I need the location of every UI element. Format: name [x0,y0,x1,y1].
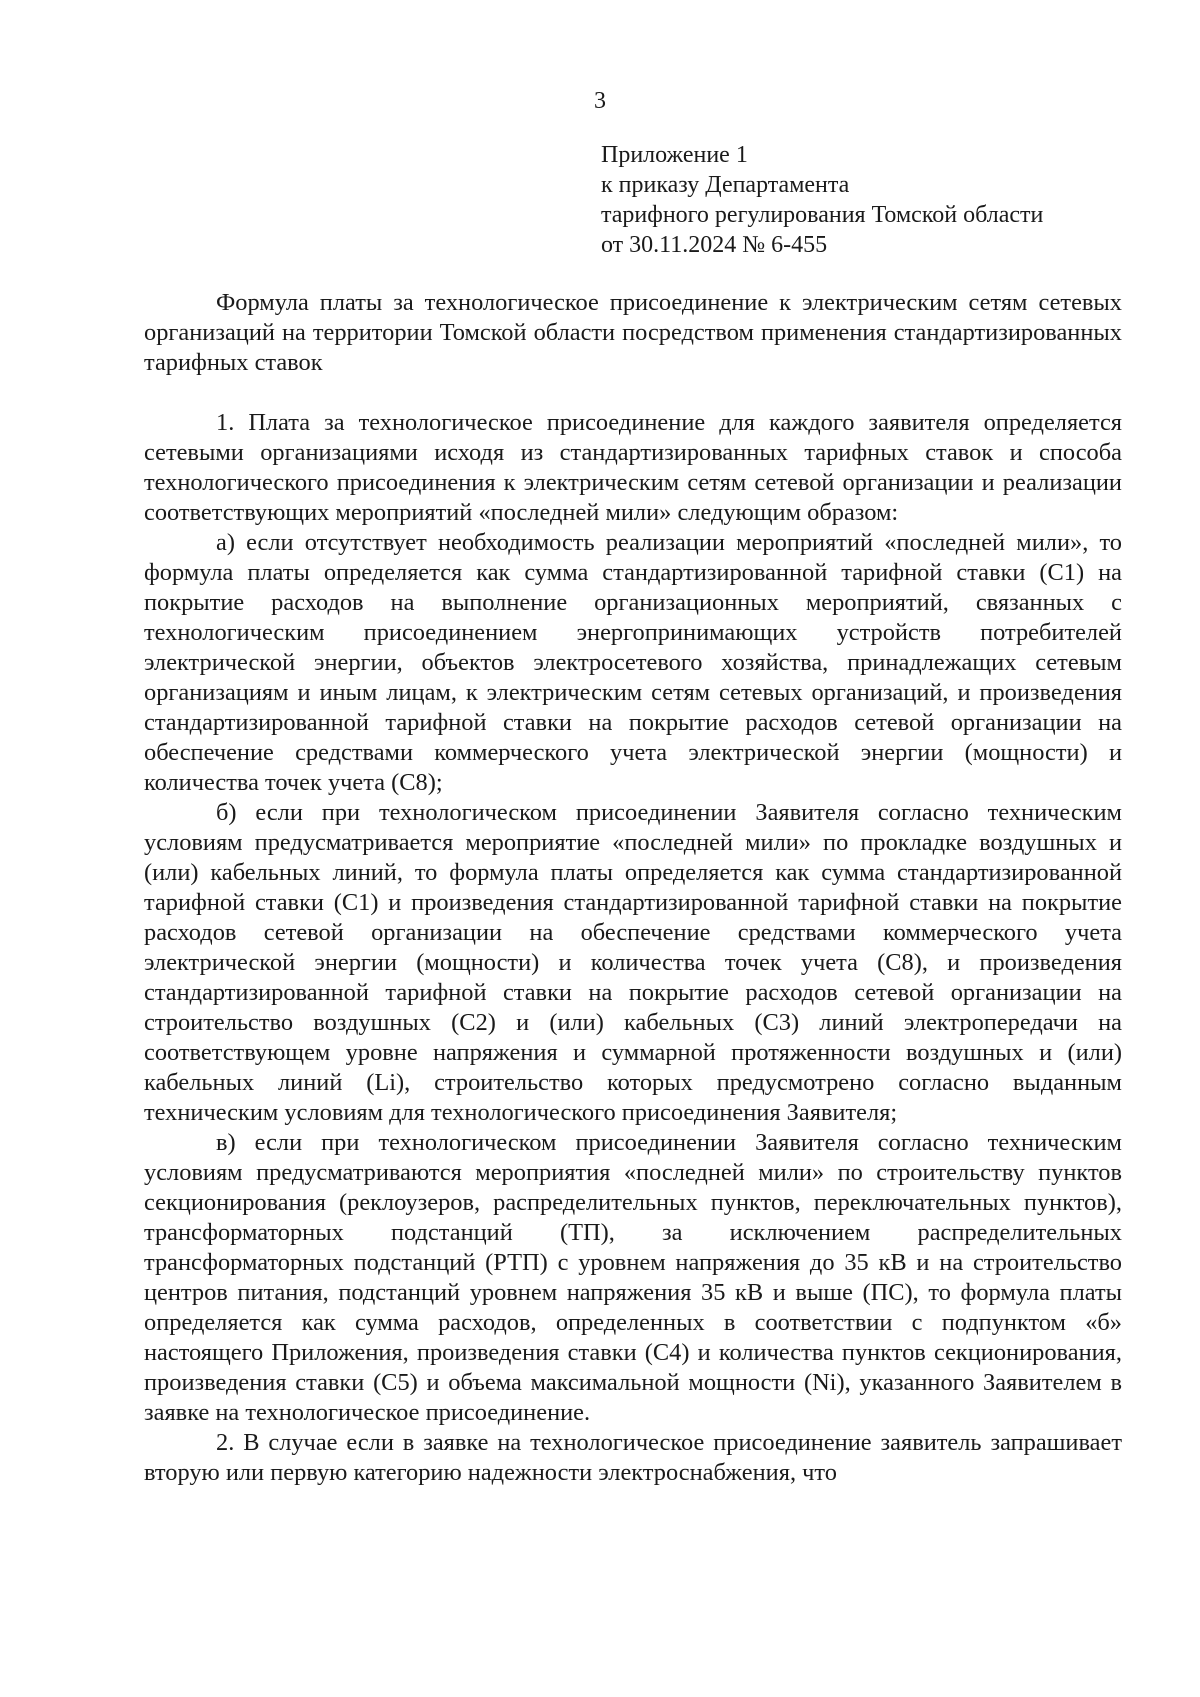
paragraph-1: 1. Плата за технологическое присоединение для каждого заявителя определяется сетевыми организациями исходя из стандартизированных тарифных ставок и способа технологического присоединения к электрическим сетям сетевой организации и реализации соответствующих мероприятий «последней мили» следующим образом: [144,409,1122,526]
paragraph-2: 2. В случае если в заявке на технологическое присоединение заявитель запрашивает вторую или первую категорию надежности электроснабжения, что [144,1429,1122,1486]
paragraph-1b: б) если при технологическом присоединении Заявителя согласно техническим условиям предусматривается мероприятие «последней мили» по прокладке воздушных и (или) кабельных линий, то формула платы определяется как сумма стандартизированной тарифной ставки (С1) и произведения стандартизированной тарифной ставки на покрытие расходов сетевой организации на обеспечение средствами коммерческого учета электрической энергии (мощности) и количества точек учета (С8), и произведения стандартизированной тарифной ставки на покрытие расходов сетевой организации на строительство воздушных (С2) и (или) кабельных (С3) линий электропередачи на соответствующем уровне напряжения и суммарной протяженности воздушных и (или) кабельных линий (Li), строительство которых предусмотрено согласно выданным техническим условиям для технологического присоединения Заявителя; [144,799,1122,1126]
document-body [144,288,1122,1488]
appendix-line: тарифного регулирования Томской области [601,202,1044,228]
paragraph-1a: а) если отсутствует необходимость реализации мероприятий «последней мили», то формула платы определяется как сумма стандартизированной тарифной ставки (С1) на покрытие расходов на выполнение организационных мероприятий, связанных с технологическим присоединением энергопринимающих устройств потребителей электрической энергии, объектов электросетевого хозяйства, принадлежащих сетевым организациям и иным лицам, к электрическим сетям сетевых организаций, и произведения стандартизированной тарифной ставки на покрытие расходов сетевой организации на обеспечение средствами коммерческого учета электрической энергии (мощности) и количества точек учета (С8); [144,529,1122,796]
appendix-line: от 30.11.2024 № 6-455 [601,232,828,258]
document-title: Формула платы за технологическое присоединение к электрическим сетям сетевых организаций на территории Томской области посредством применения стандартизированных тарифных ставок [144,289,1122,376]
page-number: 3 [594,88,606,114]
paragraph-1v: в) если при технологическом присоединении Заявителя согласно техническим условиям предусматриваются мероприятия «последней мили» по строительству пунктов секционирования (реклоузеров, распределительных пунктов, переключательных пунктов), трансформаторных подстанций (ТП), за исключением распределительных трансформаторных подстанций (РТП) с уровнем напряжения до 35 кВ и на строительство центров питания, подстанций уровнем напряжения 35 кВ и выше (ПС), то формула платы определяется как сумма расходов, определенных в соответствии с подпунктом «б» настоящего Приложения, произведения ставки (С4) и количества пунктов секционирования, произведения ставки (С5) и объема максимальной мощности (Ni), указанного Заявителем в заявке на технологическое присоединение. [144,1129,1122,1426]
appendix-line: к приказу Департамента [601,172,850,198]
appendix-line: Приложение 1 [601,142,748,168]
appendix-header [601,140,1121,260]
